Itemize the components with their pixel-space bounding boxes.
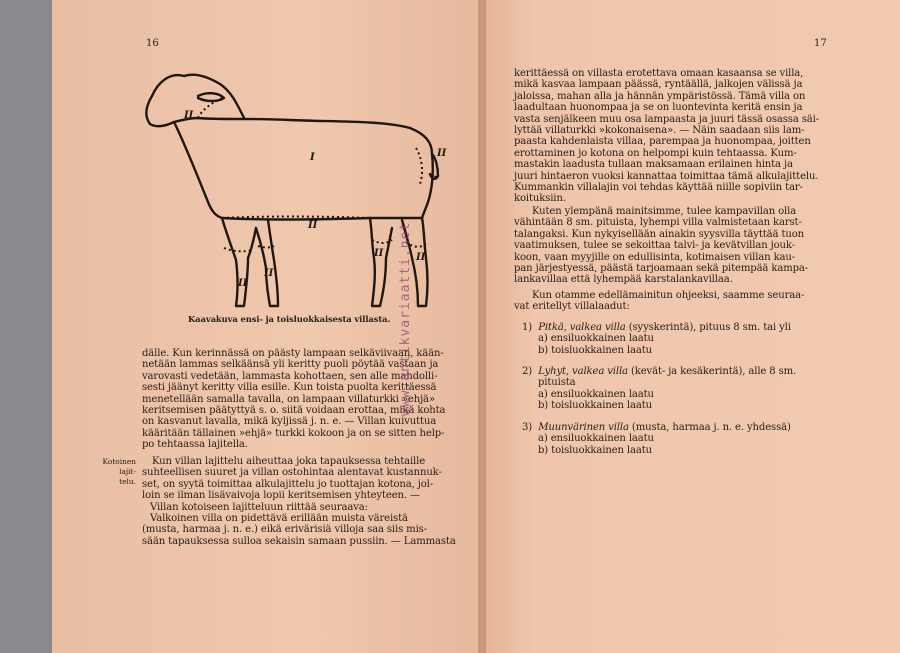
wool-grade-list-3: 3) Muunvärinen villa (musta, harmaa j. n. e. yhdessä) a) ensiluokkainen laatu b) toisluokkainen laatu [522, 422, 791, 456]
figure-caption: Kaavakuva ensi- ja toisluokkaisesta villasta. [188, 314, 391, 324]
watermark: www.antikvariaatti.net [398, 221, 413, 416]
zone-label-2e: II [374, 248, 384, 259]
wool-grade-list-1: 1) Pitkä, valkea villa (syyskerintä), pituus 8 sm. tai yli a) ensiluokkainen laatu b) toisluokkainen laatu [522, 322, 791, 356]
book-gutter [478, 0, 486, 653]
zone-label-2f: II [416, 252, 426, 263]
right-paragraph-1: kerittäessä on villasta erotettava omaan kasaansa se villa, mikä kasvaa lampaan päässä, ryntäällä, jalkojen välissä ja jaloissa, mahan alla ja hännän ympäristössä. Tämä villa on laadultaan huonompaa ja se on luontevinta keritä ensin ja vasta senjälkeen muu osa lampaasta ja juuri tässä osassa säi- lyttää villaturkki »kokonaisena». — Näin saadaan siis lam- paasta kahdenlaista villaa, parempaa ja huonompaa, joitten erottaminen jo kotona on helpompi kuin tehtaassa. Kum- mastakin laadusta tullaan maksamaan erilainen hinta ja juuri hintaeron vuoksi kannattaa toimittaa tämä alkulajittelu. Kummankin villalajin voi tehdas käyttää niille sopiviin tar- koituksiin. [514, 68, 819, 205]
page-number-left: 16 [146, 38, 159, 49]
page-number-right: 17 [814, 38, 827, 49]
right-paragraph-2: Kuten ylempänä mainitsimme, tulee kampavillan olla vähintään 8 sm. pituista, lyhempi villa valmistetaan karst- talangaksi. Kun nykyisellään ainakin syysvilla täyttää tuon vaatimuksen, tulee se sekoittaa talvi- ja kevätvillan jouk- koon, vaan myyjille on edullisinta, kotimaisen villan kau- pan järjestyessä, päästä tarjoamaan sekä pitempää kampa- lankavillaa että lyhempää karstalankavillaa. [514, 206, 809, 286]
zone-label-2c: II [238, 278, 248, 289]
zone-label-2a: II [184, 110, 194, 121]
left-paragraph-2: Kun villan lajittelu aiheuttaa joka tapauksessa tehtaille suhteellisen suuret ja villan ostohintaa alentavat kustannuk- set, on syytä toimittaa alkulajittelu jo tuottajan kotona, jol- loin se ilman lisävaivoja lopii keritsemisen yhteyteen. — Villan kotoiseen lajitteluun riittää seuraava: Valkoinen villa on pidettävä erillään muista väreistä (musta, harmaa j. n. e.) eikä erivärisiä villoja saa siis mis- sään tapauksessa sulloa sekaisin samaan pussiin. — Lammasta [142, 456, 456, 547]
right-paragraph-3: Kun otamme edellämainitun ohjeeksi, saamme seuraa- vat eritellyt villalaadut: [514, 290, 805, 313]
zone-label-1: I [310, 152, 315, 163]
margin-note: Kotoinen lajit- telu. [102, 457, 136, 486]
left-paragraph-1: dälle. Kun kerinnässä on päästy lampaan selkäviivaan, kään- netään lammas selkäänsä yli keritty puoli pöytää vastaan ja varovasti vedetään, lammasta kohottaen, sen alle mahdolli- sesti jäänyt keritty villa esille. Kun toista puolta kerittäessä menetellään samalla tavalla, on lampaan villaturkki »ehjä» keritsemisen päätyttyä s. o. siitä voidaan erottaa, mikä kohta on kasvanut lavalla, mikä kyljissä j. n. e. — Villan kuivuttua kääritään tällainen »ehjä» turkki kokoon ja on se sitten help- po tehtaassa lajitella. [142, 348, 446, 451]
zone-label-2b: II [308, 220, 318, 231]
wool-grade-list-2: 2) Lyhyt, valkea villa (kevät- ja kesäkerintä), alle 8 sm. pituista a) ensiluokkainen laatu b) toisluokkainen laatu [522, 366, 797, 412]
zone-label-2g: II [437, 148, 447, 159]
zone-label-2d: II [264, 268, 274, 279]
